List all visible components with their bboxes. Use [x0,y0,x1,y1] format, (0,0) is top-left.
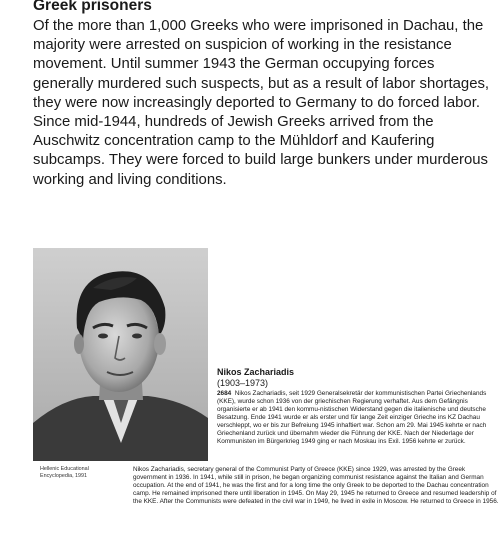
photo-credit: Hellenic Educational Encyclopedia, 1991 [40,466,89,479]
caption-german-text: Nikos Zachariadis, seit 1929 Generalsekretär der kommunistischen Partei Griechenlands (KKE), wurde schon 1936 von der griechischen Regierung verhaftet. Aus dem Gefängnis organisierte er ab 1941 den kommu-nistischen Widerstand gegen die italienische und deutsche Besatzung. Ende 1941 wurde er als erster und für lange Zeit einziger Grieche ins KZ Dachau verschleppt, wo er bis zur Befreiung 1945 inhaftiert war. Schon am 29. Mai 1945 kehrte er nach Griechenland zurück und übernahm wieder die Führung der KKE. Nach der Niederlage der Kommunisten im Bürgerkrieg 1949 ging er nach Moskau ins Exil. 1956 kehrte er zurück. [217,390,487,446]
caption-english: Nikos Zachariadis, secretary general of the Communist Party of Greece (KKE) since 1929, was arrested by the Greek government in 1936. In 1941, while still in prison, he began organizing communist resistance against the Italian and German occupation. At the end of 1941, he was the first and for a long time the only Greek to be deported to the Dachau concentration camp. He remained imprisoned there until liberation in 1945. On May 29, 1945 he returned to Greece and resumed leadership of the KKE. After the Communists were defeated in the civil war in 1949, he lived in exile in Moscow. He returned to Greece in 1956. [133,466,499,506]
portrait-photo [33,248,208,461]
intro-paragraph: Of the more than 1,000 Greeks who were imprisoned in Dachau, the majority were arrested on suspicion of working in the resistance movement. Until summer 1943 the German occupying forces generally murdered such suspects, but as a result of labor shortages, they were now increasingly deported to Germany to do forced labor. Since mid-1944, hundreds of Jewish Greeks arrived from the Auschwitz concentration camp to the Mühldorf and Kaufering subcamps. They were forced to build large bunkers under murderous working and living conditions. [33,18,490,188]
caption-name: Nikos Zachariadis [217,367,295,377]
section-heading: Greek prisoners [33,0,152,14]
caption-years: (1903–1973) [217,378,269,388]
portrait-illustration [33,248,208,461]
caption-number: 2684 [217,390,232,397]
caption-german [217,390,500,446]
